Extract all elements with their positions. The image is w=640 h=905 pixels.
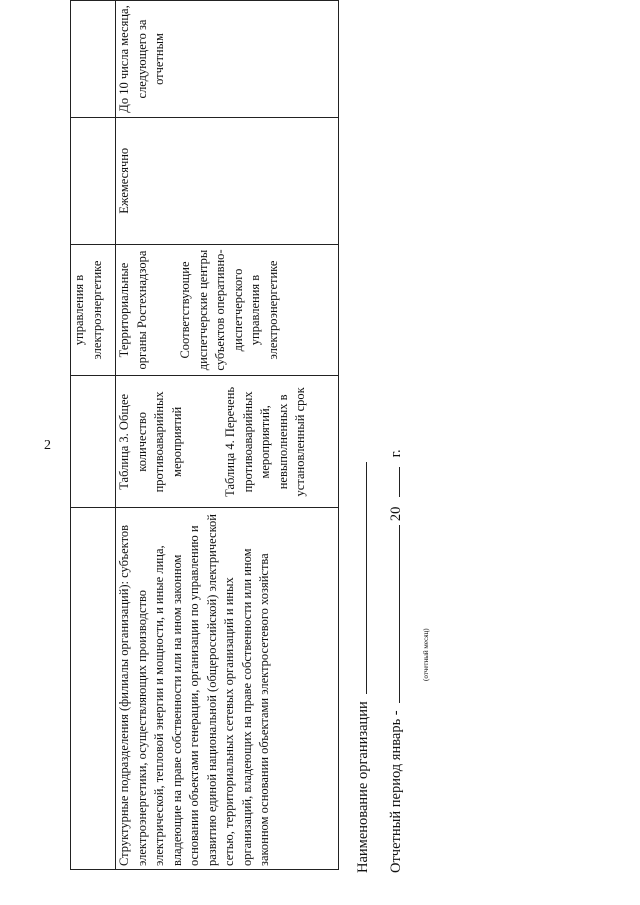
year-blank[interactable] xyxy=(385,467,400,497)
form-table-3: Таблица 3. Общее количество противоаварийных мероприятий xyxy=(117,391,184,493)
table-cell-forms xyxy=(116,376,339,508)
table-cell xyxy=(71,376,116,508)
reporting-period-line xyxy=(385,449,405,873)
form-table-4: Таблица 4. Перечень противоаварийных мероприятий, невыполненных в установленный срок xyxy=(223,386,307,497)
report-table xyxy=(70,0,339,870)
year-prefix: 20 xyxy=(388,506,404,522)
table-row xyxy=(116,1,339,870)
reporting-month-blank[interactable] xyxy=(385,525,400,703)
table-cell-authority-heading: управления в электроэнергетике xyxy=(71,244,116,376)
year-suffix: г. xyxy=(388,449,404,458)
organization-name-blank[interactable] xyxy=(352,462,367,694)
month-caption: (отчетный месяц) xyxy=(422,628,430,681)
table-cell xyxy=(71,1,116,118)
page-number: 2 xyxy=(44,438,51,453)
table-cell-frequency: Ежемесячно xyxy=(116,118,339,245)
reporting-period-label: Отчетный период январь - xyxy=(388,710,404,873)
organization-name-label: Наименование организации xyxy=(355,701,371,873)
table-cell xyxy=(71,118,116,245)
recipient-rostekhnadzor: Территориальные органы Ростехнадзора xyxy=(117,250,149,370)
table-cell-deadline: До 10 числа месяца, следующего за отчетным xyxy=(116,1,339,118)
table-cell-reporting-entities: Структурные подразделения (филиалы организаций): субъектов электроэнергетики, осуществляющих производство электрической, тепловой энергии и мощности, и иные лица, владеющие на праве собственности или на ином законном основании объектами генерации, организации по управлению и развитию единой национальной (общероссийской) электрической сетью, территориальных сетевых организаций и иных организаций, владеющих на праве собственности или ином законном основании объектами электросетевого хозяйства xyxy=(116,508,339,870)
table-cell-recipients xyxy=(116,244,339,376)
table-row-header-continuation xyxy=(71,1,116,870)
organization-name-line xyxy=(352,462,372,873)
recipient-dispatch-centers: Соответствующие диспетчерские центры субъектов оперативно-диспетчерского управления в электроэнергетике xyxy=(178,249,280,371)
table-cell xyxy=(71,508,116,870)
